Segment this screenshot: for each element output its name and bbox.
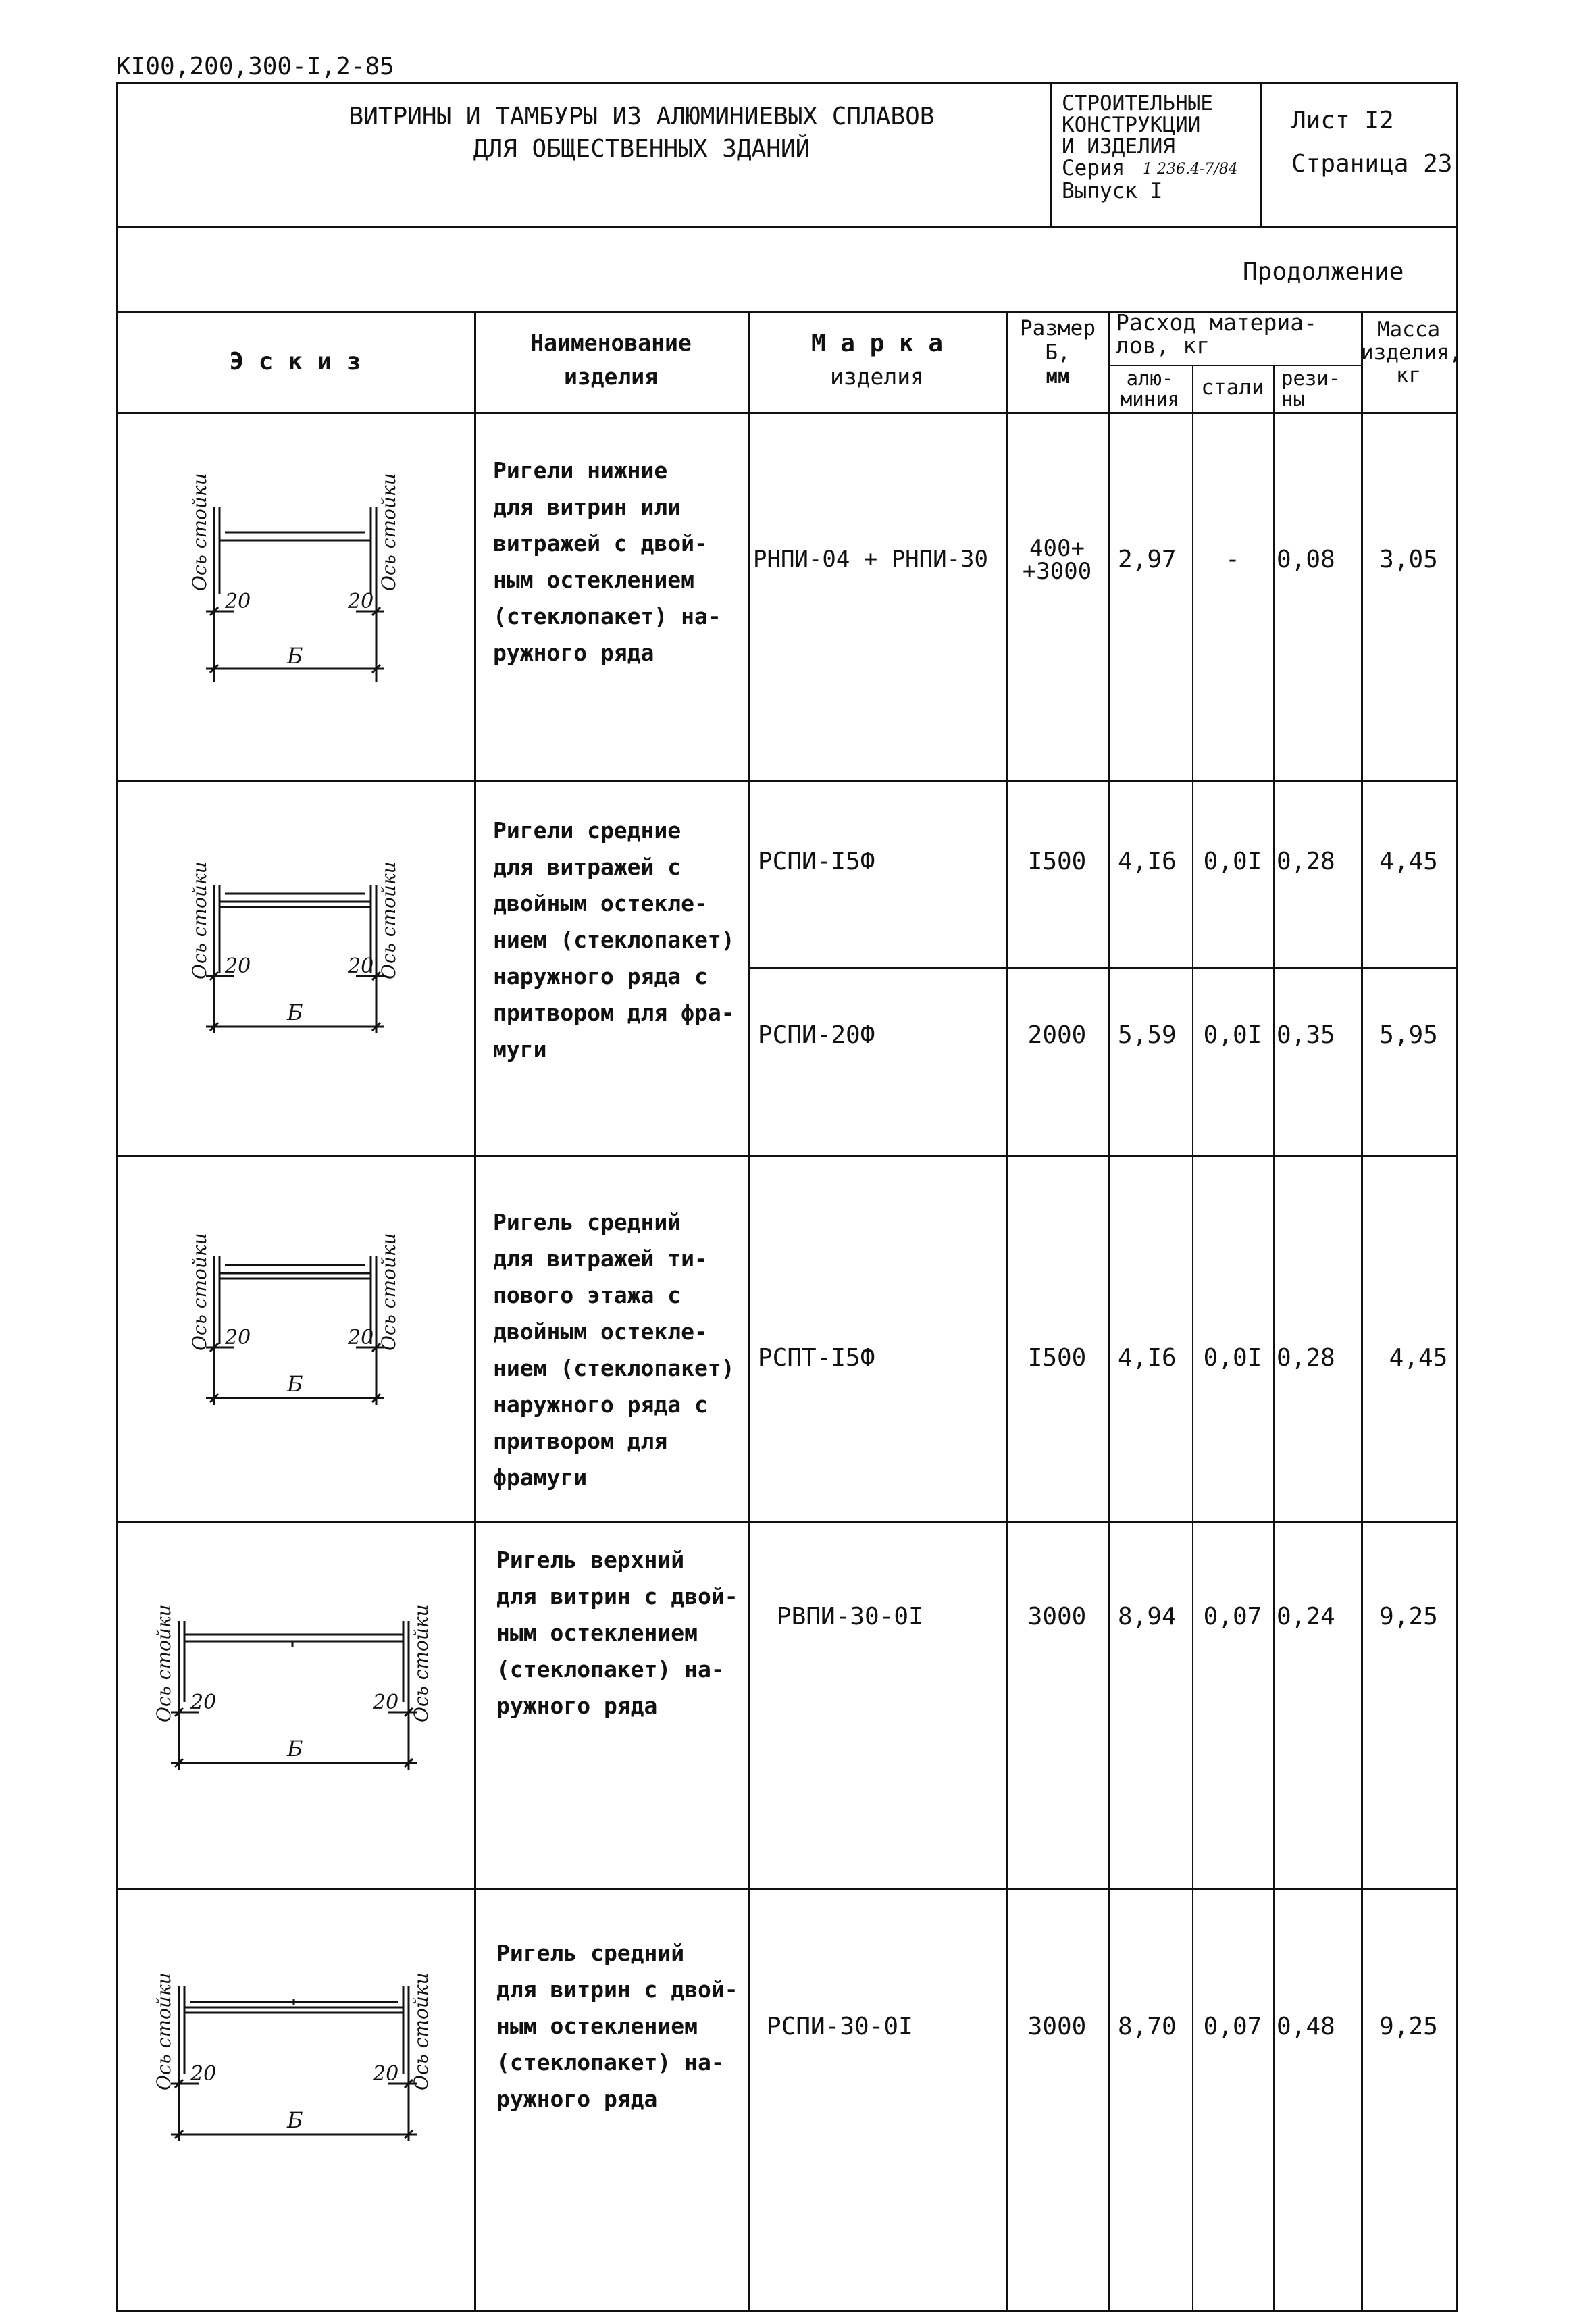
product-size-line2: +3000	[1022, 558, 1092, 585]
column-size-line1: Размер	[1020, 316, 1096, 340]
column-consumption-line2: лов, кг	[1116, 332, 1210, 359]
rubber-value: 0,08	[1277, 546, 1335, 573]
sketch-span-label: Б	[287, 643, 303, 669]
document-title-line2: ДЛЯ ОБЩЕСТВЕННЫХ ЗДАНИЙ	[473, 135, 810, 163]
column-sketch: Э с к и з	[229, 348, 361, 376]
mass-value: 9,25	[1379, 1603, 1438, 1630]
document-title-line1: ВИТРИНЫ И ТАМБУРЫ ИЗ АЛЮМИНИЕВЫХ СПЛАВОВ	[349, 103, 935, 130]
document-code: КI00,200,300-I,2-85	[116, 53, 394, 80]
product-size: 2000	[1027, 1021, 1087, 1049]
sketch-axis-label-left: Ось стойки	[153, 1604, 175, 1722]
aluminium-value: 5,59	[1118, 1021, 1177, 1049]
sketch-span-label: Б	[287, 1736, 303, 1762]
product-name: Ригель средний для витрин с двой- ным остеклением (стеклопакет) на- ружного ряда	[496, 1940, 738, 2112]
sketch-axis-label-left: Ось стойки	[188, 1233, 211, 1351]
sketch-offset-right: 20	[373, 2062, 399, 2086]
column-steel: стали	[1201, 376, 1264, 400]
column-size-line3: мм	[1046, 365, 1070, 388]
sketch-offset-right: 20	[373, 1691, 399, 1714]
sketch-span-label: Б	[287, 1000, 303, 1025]
sketch-axis-label-left: Ось стойки	[153, 1972, 175, 2090]
series-line3: И ИЗДЕЛИЯ	[1062, 134, 1175, 159]
steel-value: -	[1225, 546, 1240, 573]
mass-value: 4,45	[1379, 848, 1438, 875]
mass-value: 5,95	[1379, 1021, 1438, 1049]
product-mark: РВПИ-30-0I	[777, 1603, 923, 1630]
column-mass-line1: Масса	[1376, 317, 1441, 342]
sketch-offset-right: 20	[348, 1326, 374, 1349]
sketch-axis-label-left: Ось стойки	[188, 861, 211, 979]
mass-value: 9,25	[1379, 2013, 1438, 2040]
product-mark: РНПИ-04 + РНПИ-30	[753, 546, 988, 573]
series-number: 1 236.4-7/84	[1143, 161, 1238, 178]
column-mass-line3: кг	[1395, 363, 1422, 388]
product-size: 3000	[1027, 2013, 1087, 2040]
sketch-axis-label-right: Ось стойки	[410, 1972, 432, 2090]
column-rubber-line1: рези-	[1281, 367, 1341, 390]
sketch-row-3	[159, 1216, 429, 1439]
steel-value: 0,0I	[1203, 848, 1262, 875]
rubber-value: 0,24	[1277, 1603, 1335, 1630]
sketch-row-1	[159, 466, 429, 689]
aluminium-value: 8,94	[1118, 1603, 1177, 1630]
product-name: Ригель верхний для витрин с двой- ным остеклением (стеклопакет) на- ружного ряда	[496, 1547, 738, 1719]
rubber-value: 0,28	[1277, 1344, 1335, 1372]
column-mass-line2: изделия,	[1361, 340, 1462, 365]
steel-value: 0,0I	[1203, 1344, 1262, 1372]
sketch-span-label: Б	[287, 2107, 303, 2133]
aluminium-value: 4,I6	[1118, 848, 1177, 875]
series-label: Серия	[1062, 156, 1125, 180]
rubber-value: 0,48	[1277, 2013, 1335, 2040]
sheet-number: Лист I2	[1291, 107, 1394, 134]
issue-number: Выпуск I	[1062, 179, 1163, 203]
product-size-line1: 400+	[1029, 535, 1085, 562]
sketch-offset-left: 20	[190, 2062, 217, 2086]
series-line2: КОНСТРУКЦИИ	[1062, 113, 1201, 137]
sketch-axis-label-right: Ось стойки	[410, 1604, 432, 1722]
column-aluminium-line1: алю-	[1126, 367, 1174, 390]
rubber-value: 0,35	[1277, 1021, 1335, 1049]
mass-value: 3,05	[1379, 546, 1438, 573]
product-size: I500	[1027, 848, 1087, 875]
series-line1: СТРОИТЕЛЬНЫЕ	[1062, 91, 1213, 115]
sketch-axis-label-right: Ось стойки	[378, 1233, 400, 1351]
aluminium-value: 2,97	[1118, 546, 1177, 573]
steel-value: 0,0I	[1203, 1021, 1262, 1049]
sketch-axis-label-right: Ось стойки	[378, 861, 400, 979]
steel-value: 0,07	[1203, 1603, 1262, 1630]
column-rubber-line2: ны	[1281, 388, 1305, 411]
column-mark-line1: М а р к а	[810, 330, 944, 357]
column-size-line2: Б,	[1045, 340, 1071, 365]
sketch-row-4	[135, 1567, 453, 1790]
aluminium-value: 8,70	[1118, 2013, 1177, 2040]
column-name-line1: Наименование	[530, 330, 692, 356]
rubber-value: 0,28	[1277, 848, 1335, 875]
page-number: Страница 23	[1291, 150, 1453, 178]
product-name: Ригели нижние для витрин или витражей с двой- ным остеклением (стеклопакет) на- ружного ряда	[493, 457, 721, 666]
column-mark-line2: изделия	[829, 363, 925, 390]
sketch-axis-label-right: Ось стойки	[378, 473, 400, 591]
sketch-offset-right: 20	[348, 590, 374, 613]
sketch-axis-label-left: Ось стойки	[188, 473, 211, 591]
product-mark: РСПТ-I5Ф	[758, 1344, 875, 1372]
product-mark: РСПИ-30-0I	[767, 2013, 913, 2040]
sketch-span-label: Б	[287, 1371, 303, 1397]
product-mark: РСПИ-20Ф	[758, 1021, 875, 1049]
product-name: Ригель средний для витражей ти- пового этажа с двойным остекле- нием (стеклопакет) наружного ряда с притвором для фрамуги	[493, 1209, 735, 1491]
product-mark: РСПИ-I5Ф	[758, 848, 875, 875]
column-consumption-line1: Расход материа-	[1116, 309, 1318, 336]
product-size: I500	[1027, 1344, 1087, 1372]
column-name-line2: изделия	[563, 363, 659, 390]
aluminium-value: 4,I6	[1118, 1344, 1177, 1372]
sketch-offset-left: 20	[225, 590, 251, 613]
continuation-label: Продолжение	[1243, 258, 1404, 286]
sketch-offset-left: 20	[225, 954, 251, 978]
product-name: Ригели средние для витражей с двойным остекле- нием (стеклопакет) наружного ряда с притвором для фра- муги	[493, 817, 735, 1062]
sketch-row-5	[135, 1945, 453, 2168]
sketch-offset-right: 20	[348, 954, 374, 978]
mass-value: 4,45	[1389, 1344, 1448, 1372]
steel-value: 0,07	[1203, 2013, 1262, 2040]
sketch-offset-left: 20	[190, 1691, 217, 1714]
product-size: 3000	[1027, 1603, 1087, 1630]
sketch-offset-left: 20	[225, 1326, 251, 1349]
sketch-row-2	[159, 844, 429, 1067]
column-aluminium-line2: миния	[1120, 388, 1180, 411]
